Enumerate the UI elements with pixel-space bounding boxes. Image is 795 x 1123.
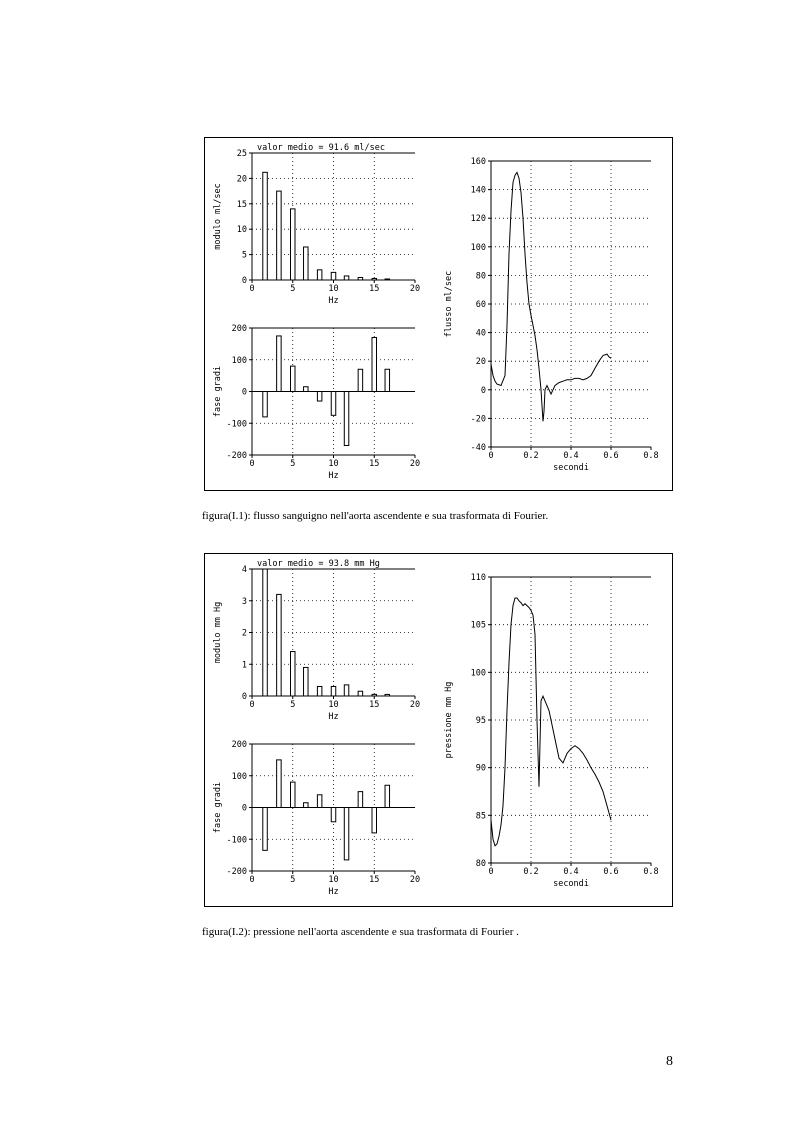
fig2-phase-x-label: Hz: [328, 887, 339, 897]
fig2-phase-x-tick-label: 0: [249, 875, 255, 885]
fig1-modulus-x-label: Hz: [328, 296, 339, 306]
fig2-modulus-title: valor medio = 93.8 mm Hg: [257, 559, 380, 569]
fig1-phase-bar: [291, 366, 296, 391]
fig1-modulus-title: valor medio = 91.6 ml/sec: [257, 143, 385, 153]
fig2-modulus-y-tick-label: 3: [241, 596, 247, 607]
fig1-modulus-y-tick-label: 0: [241, 276, 247, 286]
figure-2-panel: [204, 553, 673, 907]
fig1-modulus-bar: [291, 209, 296, 280]
fig1-modulus-bar: [277, 191, 282, 280]
fig1-modulus-bar: [358, 277, 363, 280]
fig1-modulus-bar: [344, 276, 349, 280]
fig1-modulus-bar: [331, 272, 336, 280]
fig2-modulus-y-tick-label: 2: [241, 628, 247, 639]
fig2-time-series-line: [491, 598, 611, 846]
fig2-phase-bar: [358, 792, 363, 808]
fig2-modulus-x-tick-label: 5: [290, 700, 296, 710]
fig2-phase-y-tick-label: 100: [231, 771, 247, 782]
fig1-phase-x-tick-label: 15: [369, 459, 380, 469]
fig2-modulus-bar: [385, 694, 390, 696]
fig2-modulus-bar: [277, 594, 282, 696]
fig2-modulus-plot: [213, 559, 420, 722]
fig2-time-x-tick-label: 0.6: [603, 867, 619, 877]
fig2-phase-y-tick-label: 0: [241, 803, 247, 814]
fig1-time-x-tick-label: 0.4: [563, 451, 579, 461]
fig1-time-y-tick-label: 140: [470, 185, 486, 196]
fig2-modulus-bar: [263, 569, 268, 696]
page-number: 8: [666, 1054, 673, 1069]
figure-1-caption: figura(I.1): flusso sanguigno nell'aorta ascendente e sua trasformata di Fourier.: [202, 510, 549, 522]
fig2-modulus-y-label: modulo mm Hg: [213, 601, 223, 664]
fig1-modulus-y-tick-label: 20: [236, 174, 247, 185]
fig2-time-y-label: pressione mm Hg: [444, 681, 454, 759]
figure-2-plots: [205, 554, 674, 908]
fig2-phase-x-tick-label: 15: [369, 875, 380, 885]
figure-1-plots: [205, 138, 674, 492]
fig2-modulus-y-tick-label: 1: [241, 660, 247, 671]
fig2-modulus-x-tick-label: 0: [249, 700, 255, 710]
fig2-modulus-y-tick-label: 4: [241, 565, 247, 575]
fig1-modulus-bar: [385, 279, 390, 280]
fig2-modulus-bar: [344, 685, 349, 696]
fig2-phase-bar: [317, 795, 322, 808]
fig1-modulus-bar: [304, 247, 309, 280]
fig2-time-y-tick-label: 100: [470, 668, 486, 679]
fig1-phase-x-tick-label: 20: [409, 459, 421, 469]
fig2-phase-x-tick-label: 20: [409, 875, 421, 885]
fig2-phase-bar: [263, 808, 268, 851]
fig1-time-y-tick-label: 20: [475, 357, 486, 368]
fig1-phase-bar: [385, 369, 390, 391]
fig1-phase-y-tick-label: -200: [226, 451, 247, 461]
fig1-modulus-bar: [317, 270, 322, 280]
fig1-phase-bar: [317, 392, 322, 402]
fig1-phase-y-tick-label: 100: [231, 355, 247, 366]
fig1-phase-y-tick-label: 0: [241, 387, 247, 398]
fig1-phase-y-label: fase gradi: [213, 365, 223, 418]
fig2-phase-plot: [213, 740, 420, 897]
fig1-time-y-tick-label: 60: [475, 300, 486, 310]
fig1-time-x-tick-label: 0: [488, 451, 494, 461]
fig1-phase-bar: [358, 369, 363, 391]
fig1-phase-bar: [263, 392, 268, 417]
fig1-time-y-tick-label: 40: [475, 328, 486, 339]
fig1-modulus-y-tick-label: 5: [241, 250, 247, 261]
fig1-phase-bar: [277, 336, 282, 392]
fig1-phase-bar: [372, 338, 377, 392]
fig2-phase-x-tick-label: 10: [328, 875, 339, 885]
fig2-modulus-x-label: Hz: [328, 712, 339, 722]
fig1-phase-bar: [304, 387, 309, 392]
fig2-modulus-bar: [317, 686, 322, 696]
fig2-phase-y-label: fase gradi: [213, 781, 223, 834]
fig2-phase-bar: [304, 803, 309, 808]
fig1-modulus-x-tick-label: 20: [409, 284, 421, 294]
fig2-modulus-x-tick-label: 20: [409, 700, 421, 710]
fig1-phase-bar: [344, 392, 349, 446]
fig2-phase-y-tick-label: 200: [231, 740, 247, 750]
fig2-time-y-tick-label: 105: [470, 620, 486, 631]
fig1-time-series-line: [491, 172, 611, 421]
fig1-phase-y-tick-label: 200: [231, 324, 247, 334]
fig2-phase-y-tick-label: -200: [226, 867, 247, 877]
fig2-modulus-x-tick-label: 10: [328, 700, 339, 710]
fig2-time-x-tick-label: 0: [488, 867, 494, 877]
fig1-phase-plot: [213, 324, 420, 481]
fig1-time-y-label: flusso ml/sec: [444, 270, 454, 338]
fig1-modulus-y-tick-label: 15: [236, 199, 247, 210]
fig1-modulus-x-tick-label: 5: [290, 284, 296, 294]
fig2-time-x-tick-label: 0.2: [523, 867, 539, 877]
fig2-time-y-tick-label: 80: [475, 859, 486, 869]
fig1-time-y-tick-label: 160: [470, 157, 486, 167]
fig2-time-x-label: secondi: [553, 879, 589, 889]
fig1-modulus-plot: [213, 143, 420, 306]
fig2-modulus-bar: [372, 694, 377, 696]
fig2-time-y-tick-label: 95: [475, 716, 486, 726]
fig2-phase-bar: [277, 760, 282, 808]
fig1-phase-y-tick-label: -100: [226, 419, 247, 430]
fig1-phase-x-tick-label: 10: [328, 459, 339, 469]
fig1-modulus-y-tick-label: 10: [236, 225, 247, 236]
fig2-phase-bar: [331, 808, 336, 822]
fig2-modulus-y-tick-label: 0: [241, 692, 247, 702]
fig1-modulus-x-tick-label: 10: [328, 284, 339, 294]
figure-1-panel: [204, 137, 673, 491]
fig2-phase-bar: [372, 808, 377, 833]
fig2-modulus-bar: [331, 686, 336, 696]
fig1-phase-x-tick-label: 0: [249, 459, 255, 469]
fig1-time-x-tick-label: 0.2: [523, 451, 539, 461]
fig1-modulus-y-tick-label: 25: [236, 149, 247, 159]
fig1-phase-x-tick-label: 5: [290, 459, 296, 469]
fig2-phase-y-tick-label: -100: [226, 835, 247, 846]
fig2-time-plot: [444, 573, 659, 889]
fig1-time-y-tick-label: 0: [480, 385, 486, 396]
fig1-modulus-y-label: modulo ml/sec: [213, 183, 223, 250]
fig2-time-x-tick-label: 0.8: [643, 867, 659, 877]
fig1-time-x-tick-label: 0.8: [643, 451, 659, 461]
fig1-time-y-tick-label: 80: [475, 271, 486, 282]
fig1-modulus-x-tick-label: 15: [369, 284, 380, 294]
fig1-time-x-tick-label: 0.6: [603, 451, 619, 461]
fig2-phase-bar: [385, 785, 390, 807]
fig2-time-y-tick-label: 85: [475, 811, 486, 822]
fig1-time-y-tick-label: 100: [470, 242, 486, 253]
fig1-time-y-tick-label: -40: [470, 443, 486, 453]
fig1-time-x-label: secondi: [553, 463, 589, 473]
fig1-time-y-tick-label: -20: [470, 414, 486, 425]
fig1-phase-bar: [331, 392, 336, 416]
fig2-modulus-x-tick-label: 15: [369, 700, 380, 710]
fig2-phase-bar: [344, 808, 349, 860]
fig2-modulus-bar: [304, 667, 309, 696]
fig2-time-x-tick-label: 0.4: [563, 867, 579, 877]
figure-2-caption: figura(I.2): pressione nell'aorta ascendente e sua trasformata di Fourier .: [202, 926, 519, 938]
fig2-time-y-tick-label: 110: [470, 573, 486, 583]
fig1-time-plot: [444, 157, 659, 473]
fig2-time-y-tick-label: 90: [475, 763, 486, 774]
fig1-phase-x-label: Hz: [328, 471, 339, 481]
fig1-modulus-x-tick-label: 0: [249, 284, 255, 294]
fig2-modulus-bar: [291, 652, 296, 696]
fig1-modulus-bar: [263, 172, 268, 280]
fig1-time-y-tick-label: 120: [470, 214, 486, 225]
fig1-modulus-bar: [372, 278, 377, 280]
fig2-phase-bar: [291, 782, 296, 807]
fig2-phase-x-tick-label: 5: [290, 875, 296, 885]
fig2-modulus-bar: [358, 691, 363, 696]
